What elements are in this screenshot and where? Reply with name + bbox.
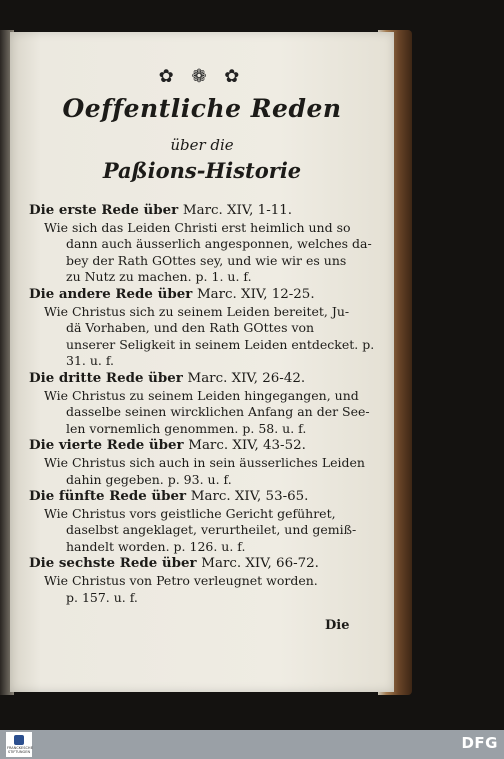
entry-line: 31. u. f. bbox=[66, 353, 115, 369]
entry-line: Wie Christus sich auch in sein äusserliches Leiden bbox=[44, 454, 365, 470]
list-item bbox=[29, 488, 355, 555]
entry-heading bbox=[29, 437, 355, 455]
entry-heading bbox=[29, 286, 355, 304]
list-item bbox=[29, 202, 372, 286]
entry-heading bbox=[29, 370, 355, 388]
entry-line: daselbst angeklaget, verurtheilet, und gemiß- bbox=[66, 522, 357, 538]
entry-description bbox=[29, 303, 375, 370]
list-item bbox=[29, 437, 365, 488]
entry-line: dann auch äusserlich angesponnen, welches da- bbox=[66, 236, 372, 252]
entry-line: Wie Christus vors geistliche Gericht geführet, bbox=[44, 505, 336, 521]
entry-line: zu Nutz zu machen. p. 1. u. f. bbox=[66, 269, 252, 285]
institution-logo[interactable] bbox=[6, 732, 32, 757]
logo-icon bbox=[14, 735, 24, 745]
entry-heading-text: Die sechste Rede über bbox=[29, 555, 197, 572]
entry-reference: Marc. XIV, 1-11. bbox=[182, 203, 293, 218]
entry-description bbox=[29, 219, 372, 286]
entry-heading bbox=[29, 555, 355, 573]
list-item bbox=[29, 369, 370, 437]
entry-line: Wie Christus von Petro verleugnet worden. bbox=[44, 573, 318, 589]
entry-line: p. 157. u. f. bbox=[66, 589, 138, 605]
entry-line: len vornemlich genommen. p. 58. u. f. bbox=[66, 420, 307, 436]
entry-reference: Marc. XIV, 12-25. bbox=[196, 286, 315, 302]
entry-reference: Marc. XIV, 26-42. bbox=[187, 370, 306, 386]
viewer-footer bbox=[0, 730, 504, 759]
entry-description bbox=[29, 573, 355, 606]
entry-line: dasselbe seinen wircklichen Anfang an der See- bbox=[66, 404, 370, 420]
entry-line: dä Vorhaben, und den Rath GOttes von bbox=[66, 320, 315, 336]
book-page bbox=[10, 32, 394, 692]
entry-line: handelt worden. p. 126. u. f. bbox=[66, 538, 246, 554]
entry-heading-text: Die vierte Rede über bbox=[29, 437, 184, 454]
entry-line: bey der Rath GOttes sey, und wie wir es uns bbox=[66, 252, 347, 268]
ornament-icon: ✿ ❁ ✿ bbox=[158, 66, 246, 87]
catchword: Die bbox=[325, 618, 350, 633]
entry-line: unserer Seligkeit in seinem Leiden entdecket. p. bbox=[66, 336, 375, 352]
entry-heading bbox=[29, 202, 355, 220]
page-title: Oeffentliche Reden bbox=[62, 94, 342, 123]
entry-heading-text: Die andere Rede über bbox=[29, 285, 193, 302]
dfg-logo[interactable]: DFG bbox=[461, 734, 498, 752]
entry-description bbox=[29, 387, 370, 438]
entry-line: Wie Christus zu seinem Leiden hingegangen, und bbox=[44, 387, 359, 403]
entry-reference: Marc. XIV, 43-52. bbox=[188, 438, 306, 454]
entry-description bbox=[29, 454, 365, 488]
list-item bbox=[29, 285, 375, 370]
entry-reference: Marc. XIV, 66-72. bbox=[201, 556, 319, 572]
entry-line: dahin gegeben. p. 93. u. f. bbox=[66, 471, 232, 487]
entry-line: Wie Christus sich zu seinem Leiden bereitet, Ju- bbox=[44, 303, 350, 319]
logo-text: FRANCKESCHE STIFTUNGEN bbox=[7, 746, 33, 754]
entry-line: Wie sich das Leiden Christi erst heimlich und so bbox=[44, 219, 351, 235]
entry-heading bbox=[29, 488, 355, 506]
page-subtitle: über die bbox=[170, 136, 234, 154]
entry-heading-text: Die dritte Rede über bbox=[29, 369, 183, 386]
entry-reference: Marc. XIV, 53-65. bbox=[190, 489, 309, 505]
entry-heading-text: Die erste Rede über bbox=[29, 202, 179, 218]
page-topic: Paßions-Historie bbox=[102, 158, 302, 183]
entry-description bbox=[29, 506, 355, 556]
entry-heading-text: Die fünfte Rede über bbox=[29, 488, 187, 505]
sermon-list bbox=[29, 202, 375, 606]
list-item bbox=[29, 555, 355, 606]
